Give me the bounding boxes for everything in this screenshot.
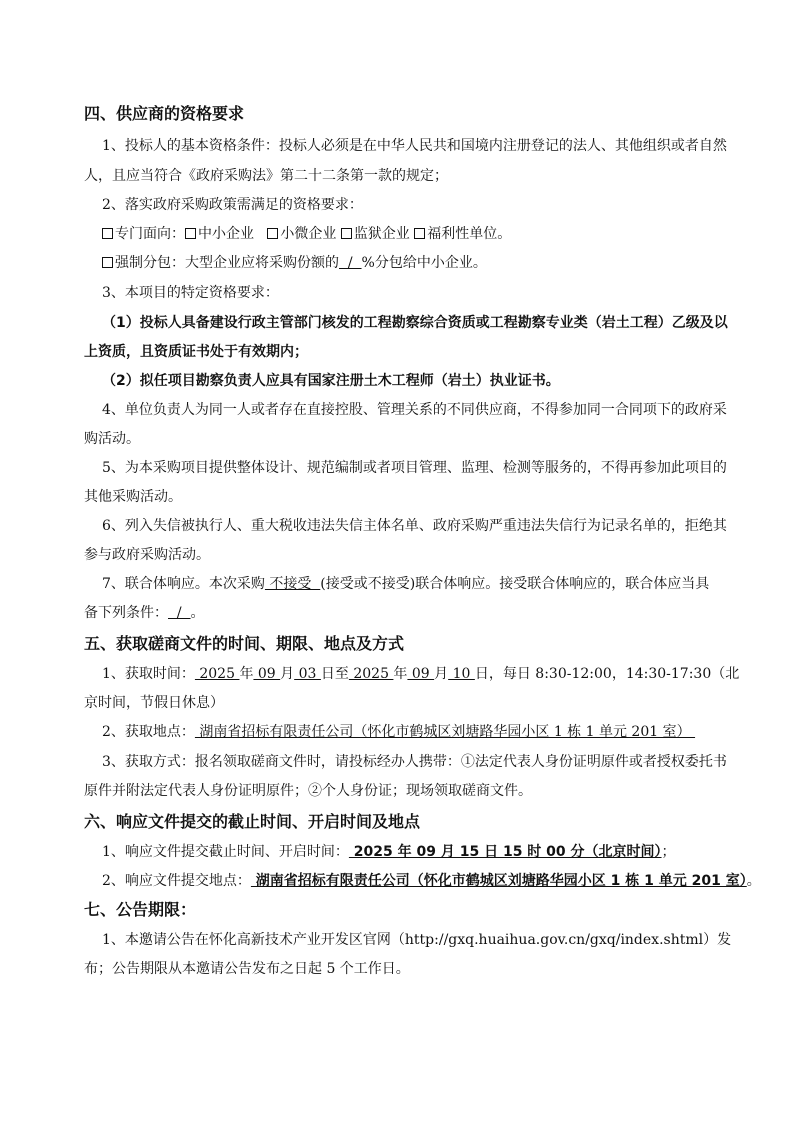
- paragraph-line: 京时间，节假日休息）: [84, 695, 224, 711]
- paragraph-line: 人，且应当符合《政府采购法》第二十二条第一款的规定；: [84, 168, 448, 184]
- paragraph-line: 4、单位负责人为同一人或者存在直接控股、管理关系的不同供应商，不得参加同一合同项下的政府采: [102, 402, 727, 418]
- checkbox-icon: [341, 228, 352, 239]
- paragraph-line: 1、本邀请公告在怀化高新技术产业开发区官网（http://gxq.huaihua.gov.cn/gxq/index.shtml）发: [102, 932, 732, 948]
- paragraph-line: 1、投标人的基本资格条件：投标人必须是在中华人民共和国境内注册登记的法人、其他组织或者自然: [102, 138, 727, 154]
- submit-place-line: 2、响应文件提交地点： 湖南省招标有限责任公司（怀化市鹤城区刘塘路华园小区 1 栋 1 单元 201 室）。: [102, 873, 761, 889]
- acquire-place-line: 2、获取地点： 湖南省招标有限责任公司（怀化市鹤城区刘塘路华园小区 1 栋 1 单元 201 室）: [102, 724, 696, 740]
- paragraph-line: 3、获取方式：报名领取磋商文件时，请投标经办人携带：①法定代表人身份证明原件或者授权委托书: [102, 754, 727, 770]
- paragraph-line: 5、为本采购项目提供整体设计、规范编制或者项目管理、监理、检测等服务的，不得再参加此项目的: [102, 460, 727, 476]
- forced-subcontract-line: 强制分包：大型企业应将采购份额的 / %分包给中小企业。: [102, 253, 487, 273]
- checkbox-icon: [267, 228, 278, 239]
- consortium-line-2: 备下列条件： / 。: [84, 605, 205, 621]
- paragraph-line: 3、本项目的特定资格要求：: [102, 285, 279, 301]
- paragraph-line: 购活动。: [84, 431, 140, 447]
- section-heading-7: 七、公告期限：: [84, 900, 197, 919]
- paragraph-line: 布；公告期限从本邀请公告发布之日起 5 个工作日。: [84, 961, 410, 977]
- acquire-time-line: 1、获取时间： 2025 年 09 月 03 日至 2025 年 09 月 10 日，每日 8:30-12:00，14:30-17:30（北: [102, 666, 740, 682]
- checkbox-icon: [185, 228, 196, 239]
- consortium-line: 7、联合体响应。本次采购 不接受 (接受或不接受)联合体响应。接受联合体响应的，联合体应当具: [102, 576, 710, 592]
- paragraph-line: 6、列入失信被执行人、重大税收违法失信主体名单、政府采购严重违法失信行为记录名单的，拒绝其: [102, 518, 727, 534]
- checkbox-icon: [414, 228, 425, 239]
- requirement-1-line2: 上资质，且资质证书处于有效期内；: [84, 344, 308, 360]
- requirement-1-line1: （1）投标人具备建设行政主管部门核发的工程勘察综合资质或工程勘察专业类（岩土工程）乙级及以: [102, 315, 728, 331]
- paragraph-line: 原件并附法定代表人身份证明原件；②个人身份证；现场领取磋商文件。: [84, 783, 532, 799]
- paragraph-line: 参与政府采购活动。: [84, 547, 210, 563]
- deadline-line: 1、响应文件提交截止时间、开启时间： 2025 年 09 月 15 日 15 时 00 分（北京时间）；: [102, 844, 676, 860]
- special-oriented-line: 专门面向： 中小企业 小微企业 监狱企业 福利性单位。: [102, 224, 511, 244]
- section-heading-6: 六、响应文件提交的截止时间、开启时间及地点: [84, 812, 421, 831]
- section-heading-5: 五、获取磋商文件的时间、期限、地点及方式: [84, 634, 405, 653]
- paragraph-line: 2、落实政府采购政策需满足的资格要求：: [102, 197, 363, 213]
- paragraph-line: 其他采购活动。: [84, 489, 182, 505]
- checkbox-icon: [102, 228, 113, 239]
- section-heading-4: 四、供应商的资格要求: [84, 104, 245, 123]
- checkbox-icon: [102, 257, 113, 268]
- requirement-2: （2）拟任项目勘察负责人应具有国家注册土木工程师（岩土）执业证书。: [102, 373, 560, 389]
